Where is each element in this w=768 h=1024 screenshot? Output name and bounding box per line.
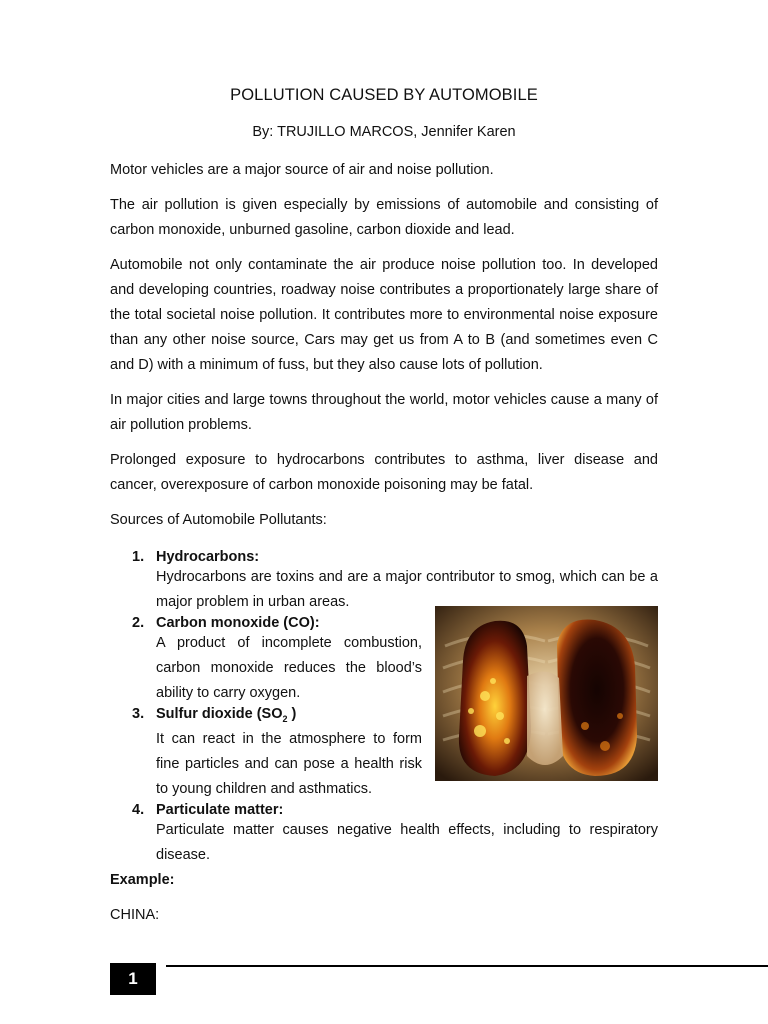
list-description: Hydrocarbons are toxins and are a major contributor to smog, which can be a major problem in urban areas. [156,569,658,610]
list-number: 2. [132,615,145,631]
list-heading: Particulate matter: [156,801,284,818]
footer-rule [166,965,768,967]
list-item [110,802,658,868]
document-body [110,158,658,938]
page-number: 1 [110,963,156,995]
paragraph: Automobile not only contaminate the air produce noise pollution too. In developed and developing countries, roadway noise contributes a proportionately large share of the total societal noise pollution. It contributes more to environmental noise exposure than any other noise source, Cars may get us from A to B (and sometimes even C and D) with a minimum of fuss, but they also cause lots of pollution. [110,257,658,373]
paragraph: In major cities and large towns throughout the world, motor vehicles cause a many of air pollution problems. [110,392,658,433]
paragraph: The air pollution is given especially by emissions of automobile and consisting of carbon monoxide, unburned gasoline, carbon dioxide and lead. [110,197,658,238]
list-heading-end: ) [287,706,297,722]
lung-xray-image [435,606,658,781]
list-description: It can react in the atmosphere to form fine particles and can pose a health risk to young children and asthmatics. [156,730,422,797]
document-title: POLLUTION CAUSED BY AUTOMOBILE [230,86,538,104]
list-number: 1. [132,549,145,565]
list-description: A product of incomplete combustion, carbon monoxide reduces the blood’s ability to carry oxygen. [156,635,422,701]
paragraph: Prolonged exposure to hydrocarbons contributes to asthma, liver disease and cancer, overexposure of carbon monoxide poisoning may be fatal. [110,452,658,493]
example-heading: Example: [110,871,175,888]
list-heading: Hydrocarbons: [156,549,260,565]
sources-heading: Sources of Automobile Pollutants: [110,512,327,528]
list-heading: Carbon monoxide (CO): [156,615,320,631]
example-text: CHINA: [110,906,160,923]
list-description: Particulate matter causes negative health effects, including to respiratory disease. [156,821,658,863]
author-byline: By: TRUJILLO MARCOS, Jennifer Karen [252,124,516,140]
subscript: 2 [282,713,288,724]
list-number: 3. [132,706,145,722]
paragraph: Motor vehicles are a major source of air and noise pollution. [110,162,494,178]
list-number: 4. [132,801,145,818]
list-heading-main: Sulfur dioxide (SO [156,706,283,722]
